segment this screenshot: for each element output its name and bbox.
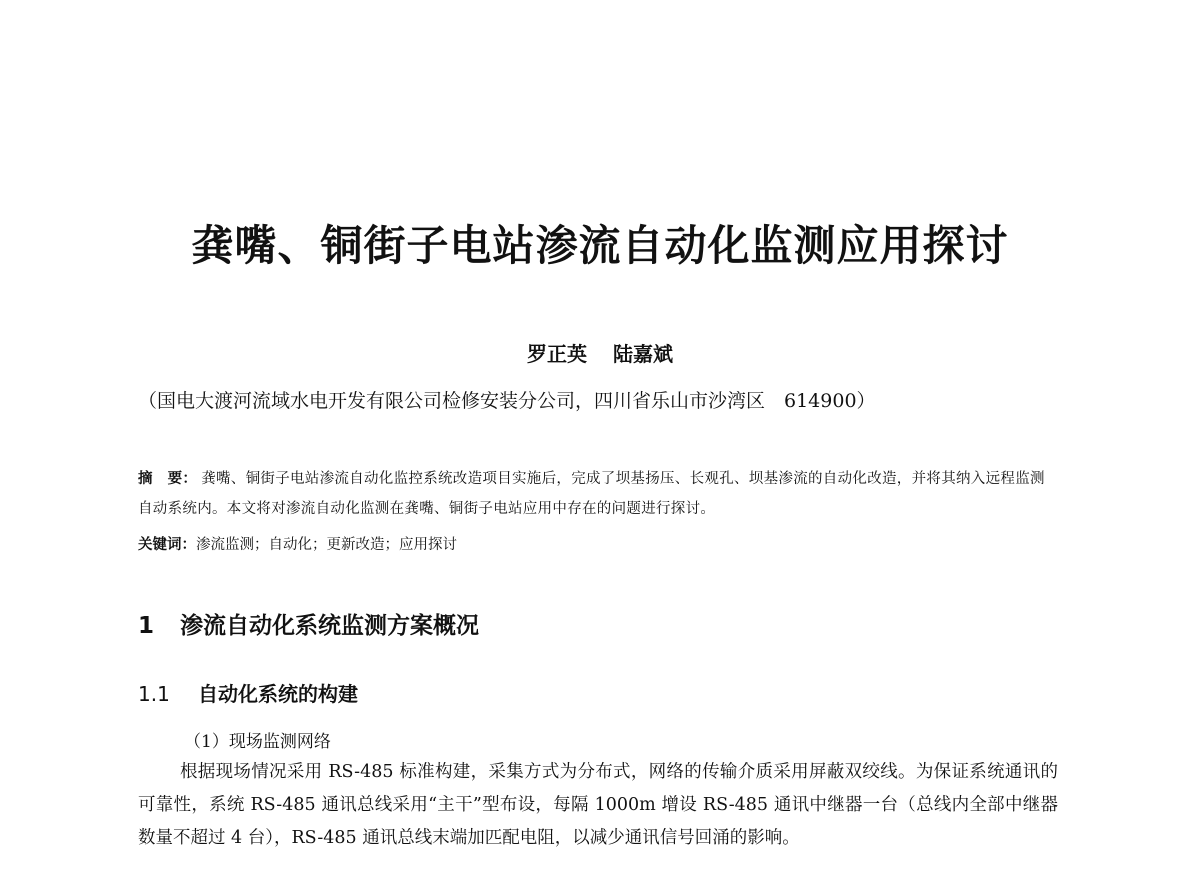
affiliation: （国电大渡河流域水电开发有限公司检修安装分公司，四川省乐山市沙湾区 614900） xyxy=(138,390,876,412)
author-name: 陆嘉斌 xyxy=(613,342,673,366)
subsection-heading xyxy=(138,676,358,712)
section-number: 1 xyxy=(138,613,155,639)
paper-title: 龚嘴、铜街子电站渗流自动化监测应用探讨 xyxy=(191,221,1009,270)
body-paragraph: 根据现场情况采用 RS-485 标准构建，采集方式为分布式，网络的传输介质采用屏蔽双绞线。为保证系统通讯的可靠性，系统 RS-485 通讯总线采用“主干”型布设，每隔 1000m 增设 RS-485 通讯中继器一台（总线内全部中继器数量不超过 4 台），RS-485 通讯总线末端加匹配电阻，以减少通讯信号回涌的影响。 xyxy=(138,762,1058,848)
abstract-text: 龚嘴、铜街子电站渗流自动化监控系统改造项目实施后，完成了坝基扬压、长观孔、坝基渗流的自动化改造，并将其纳入远程监测自动系统内。本文将对渗流自动化监测在龚嘴、铜街子电站应用中存在的问题进行探讨。 xyxy=(138,471,1045,517)
paragraph-subheading: （1）现场监测网络 xyxy=(184,732,331,752)
keywords xyxy=(138,530,1058,560)
abstract-label: 摘 要： xyxy=(138,470,198,487)
author-name: 罗正英 xyxy=(527,342,587,366)
section-heading xyxy=(138,606,479,646)
author-list xyxy=(0,340,1200,368)
subsection-number: 1.1 xyxy=(138,682,170,706)
keywords-text: 渗流监测；自动化；更新改造；应用探讨 xyxy=(196,537,457,553)
abstract xyxy=(138,464,1058,524)
section-title: 渗流自动化系统监测方案概况 xyxy=(180,613,479,639)
subsection-title: 自动化系统的构建 xyxy=(198,682,358,706)
keywords-label: 关键词： xyxy=(138,536,196,553)
